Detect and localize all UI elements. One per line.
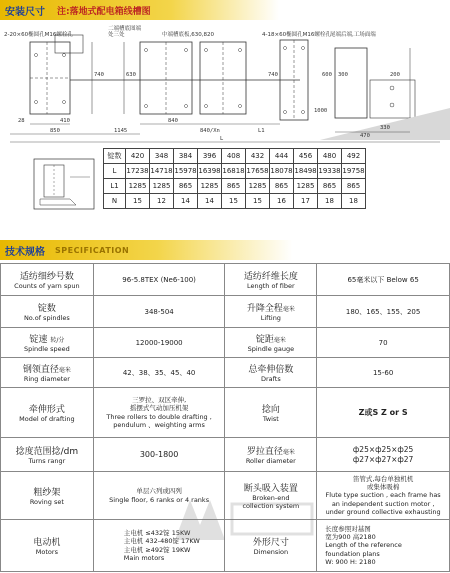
spec-value: 12000-19000	[93, 328, 225, 358]
row-label: L1	[104, 179, 126, 194]
table-cell: 15	[126, 194, 150, 209]
table-cell: 17658	[246, 164, 270, 179]
table-cell: 15978	[174, 164, 198, 179]
table-row	[1, 520, 450, 572]
table-cell: 865	[270, 179, 294, 194]
table-cell: 17238	[126, 164, 150, 179]
dim-840: 840	[168, 118, 178, 124]
row-label: L	[104, 164, 126, 179]
trough-note: 二端槽底图端 处三处	[108, 26, 142, 39]
install-dimension-tag: 安装尺寸	[5, 6, 45, 18]
spec-label: 断头吸入装置 Broken-end collection system	[225, 472, 317, 520]
spec-value: 65毫米以下 Below 65	[317, 264, 450, 296]
table-cell: 19338	[318, 164, 342, 179]
install-dimension-subtitle: 注:落地式配电箱线槽图	[57, 6, 151, 17]
table-row	[1, 296, 450, 328]
spec-label: 牵伸形式 Model of drafting	[1, 388, 94, 438]
spindle-count-header: 锭数	[104, 149, 126, 164]
dim-330: 330	[380, 125, 390, 131]
table-row	[1, 358, 450, 388]
spec-label: 总牵伸倍数 Drafts	[225, 358, 317, 388]
spec-value: 70	[317, 328, 450, 358]
table-row	[104, 179, 366, 194]
spec-label: 适纺细纱号数 Counts of yarn spun	[1, 264, 94, 296]
spec-label: 适纺纤维长度 Length of fiber	[225, 264, 317, 296]
table-cell: 18	[318, 194, 342, 209]
spec-label: 锭距毫米 Spindle gauge	[225, 328, 317, 358]
table-row	[104, 194, 366, 209]
table-cell: 15	[222, 194, 246, 209]
spec-value: 主电机 ≤432锭 15KW 主电机 432-480锭 17KW 主电机 ≥492锭 19KW Main motors	[93, 520, 225, 572]
table-cell: 16398	[198, 164, 222, 179]
table-cell: 492	[342, 149, 366, 164]
spec-value: 15-60	[317, 358, 450, 388]
table-cell: 14	[174, 194, 198, 209]
dim-740-left: 740	[94, 72, 104, 78]
specification-en: SPECIFICATION	[55, 245, 130, 255]
spec-label: 罗拉直径毫米 Roller diameter	[225, 438, 317, 472]
spec-label: 粗纱架 Roving set	[1, 472, 94, 520]
spec-value: 42、38、35、45、40	[93, 358, 225, 388]
spindle-dimension-table	[103, 148, 366, 209]
table-cell: 456	[294, 149, 318, 164]
spec-value: 三罗拉、双区牵伸, 摇摆式气动加压机架 Three rollers to double drafting , pendulum 、weighting arms	[93, 388, 225, 438]
spec-label: 电动机 Motors	[1, 520, 94, 572]
table-cell: 16	[270, 194, 294, 209]
spec-label: 锭速 转/分 Spindle speed	[1, 328, 94, 358]
table-cell: 432	[246, 149, 270, 164]
specification-banner	[0, 240, 450, 260]
spec-label: 捻度范围捻/dm Turns rangr	[1, 438, 94, 472]
dim-840-xn: 840/Xn	[200, 128, 220, 134]
spec-label: 锭数 No.of spindles	[1, 296, 94, 328]
dim-630: 630	[126, 72, 136, 78]
table-cell: 15	[246, 194, 270, 209]
table-row	[1, 328, 450, 358]
spec-value: 180、165、155、205	[317, 296, 450, 328]
row-label: N	[104, 194, 126, 209]
section-detail-sketch	[30, 155, 102, 215]
table-cell: 18	[342, 194, 366, 209]
table-cell: 12	[150, 194, 174, 209]
table-cell: 865	[222, 179, 246, 194]
table-row	[1, 388, 450, 438]
specification-tag: 技术规格	[5, 246, 45, 258]
table-cell: 1285	[294, 179, 318, 194]
spec-value: ф25×ф25×ф25 ф27×ф27×ф27	[317, 438, 450, 472]
dim-28: 28	[18, 118, 25, 124]
table-cell: 865	[318, 179, 342, 194]
table-cell: 444	[270, 149, 294, 164]
table-cell: 1285	[246, 179, 270, 194]
install-dimension-banner	[0, 0, 450, 20]
spec-value: 单层六列或四列 Single floor, 6 ranks or 4 ranks	[93, 472, 225, 520]
table-row	[104, 149, 366, 164]
dim-470: 470	[360, 133, 370, 139]
table-cell: 1285	[150, 179, 174, 194]
table-cell: 18498	[294, 164, 318, 179]
spec-value: 348-504	[93, 296, 225, 328]
table-cell: 18078	[270, 164, 294, 179]
spec-value: Z或S Z or S	[317, 388, 450, 438]
table-row	[1, 438, 450, 472]
dim-410: 410	[60, 118, 70, 124]
table-cell: 396	[198, 149, 222, 164]
table-cell: 408	[222, 149, 246, 164]
dim-740-right: 740	[268, 72, 278, 78]
table-cell: 348	[150, 149, 174, 164]
table-cell: 19758	[342, 164, 366, 179]
dim-1145: 1145	[114, 128, 128, 134]
table-cell: 480	[318, 149, 342, 164]
table-cell: 1285	[126, 179, 150, 194]
spec-value: 300-1800	[93, 438, 225, 472]
dim-300: 300	[338, 72, 348, 78]
table-cell: 420	[126, 149, 150, 164]
dim-l: L	[220, 136, 224, 142]
table-cell: 14718	[150, 164, 174, 179]
specification-table	[0, 263, 450, 572]
table-row	[1, 472, 450, 520]
side-note: 尾端后端,工场面端	[330, 32, 376, 38]
table-cell: 16818	[222, 164, 246, 179]
spec-value: 96-5.8TEX (Ne6-100)	[93, 264, 225, 296]
spec-label: 捻向 Twist	[225, 388, 317, 438]
table-row	[1, 264, 450, 296]
dim-200: 200	[390, 72, 400, 78]
spec-label: 外形尺寸 Dimension	[225, 520, 317, 572]
table-cell: 384	[174, 149, 198, 164]
dim-600: 600	[322, 72, 332, 78]
dim-1000: 1000	[314, 108, 328, 114]
foundation-drawing	[0, 20, 450, 145]
center-note: 中端槽底板,630,820	[162, 32, 214, 38]
table-cell: 17	[294, 194, 318, 209]
spec-value: 笛管式,每台单独机机 或集体吸棉 Flute type suction , each frame has an independent suction motor , under ground collective exhausting	[317, 472, 450, 520]
table-cell: 865	[342, 179, 366, 194]
table-cell: 865	[174, 179, 198, 194]
box-hole-note: 2-20×60椭圆孔M16螺栓孔	[4, 32, 73, 38]
table-cell: 1285	[198, 179, 222, 194]
spec-label: 升降全程毫米 Lifting	[225, 296, 317, 328]
right-hole-note: 4-18×60椭圆孔M16螺栓孔	[262, 32, 331, 38]
spec-value: 长度参照对基图 宽为900 高2180 Length of the reference foundation plans W: 900 H: 2180	[317, 520, 450, 572]
dim-l1: L1	[258, 128, 265, 134]
table-cell: 14	[198, 194, 222, 209]
spec-label: 钢领直径毫米 Ring diameter	[1, 358, 94, 388]
dim-850: 850	[50, 128, 60, 134]
table-row	[104, 164, 366, 179]
